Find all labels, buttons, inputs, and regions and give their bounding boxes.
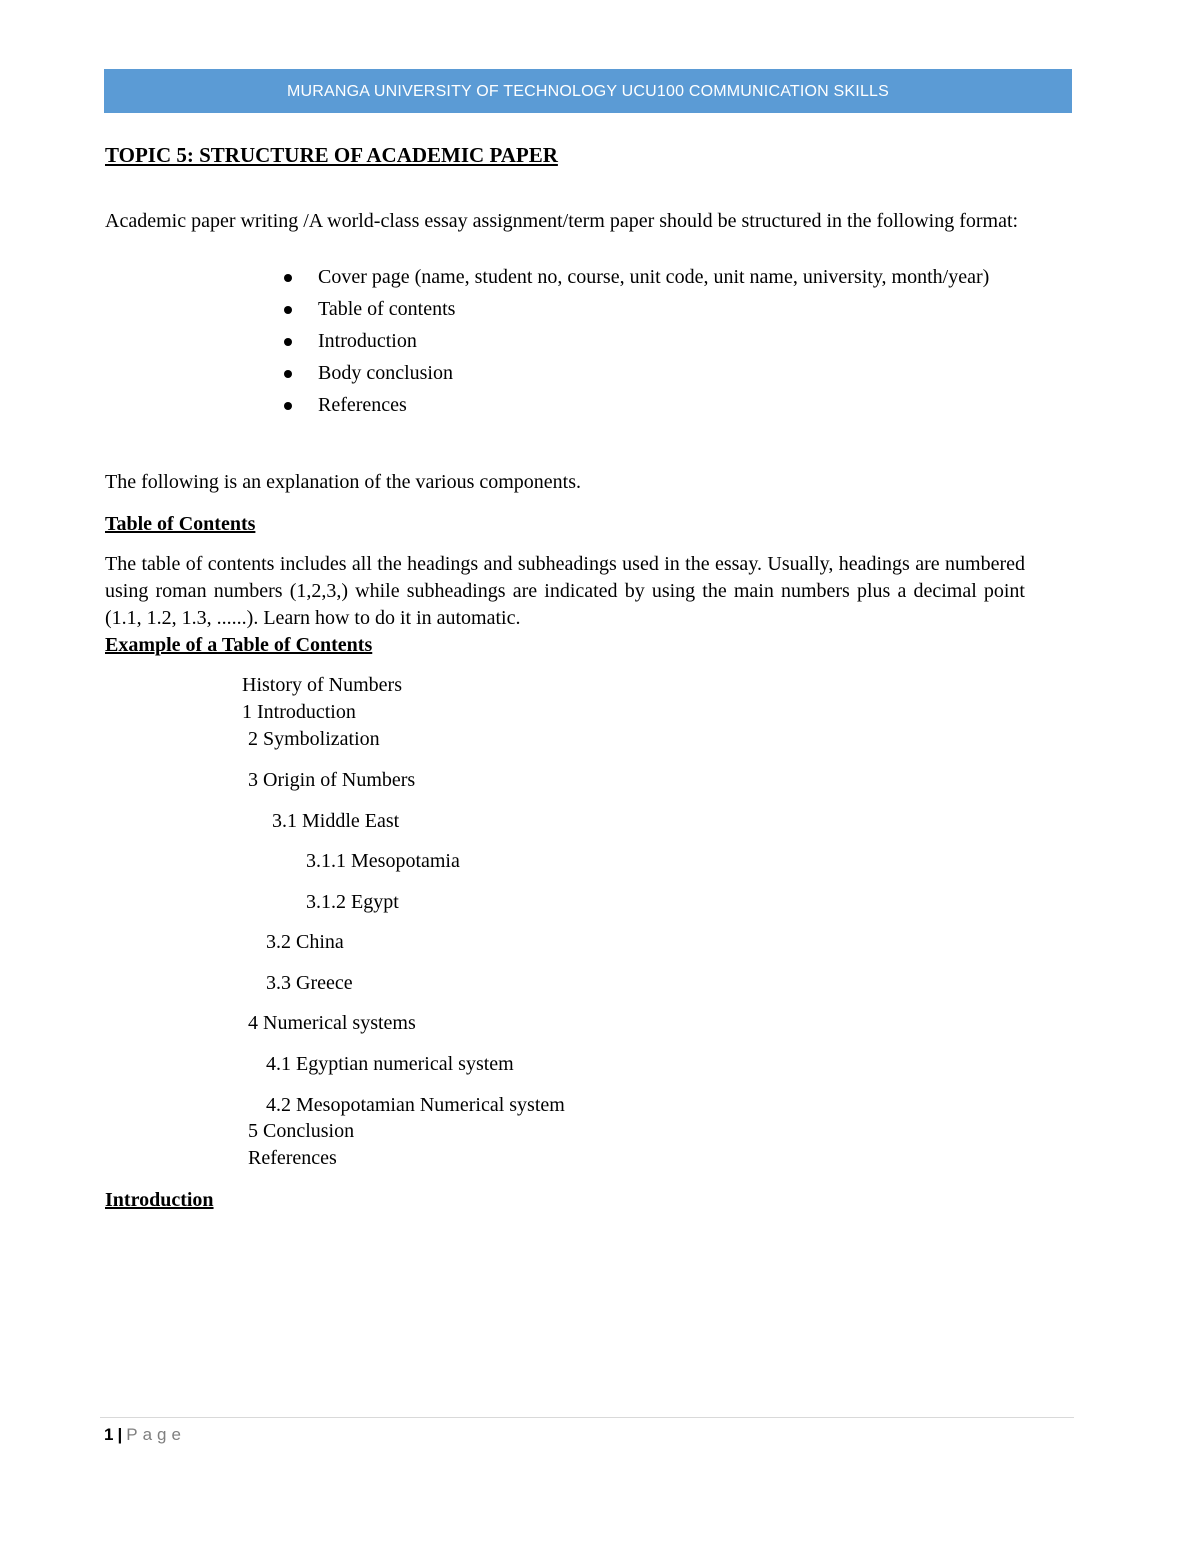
introduction-heading: Introduction bbox=[105, 1189, 214, 1211]
document-header-banner: MURANGA UNIVERSITY OF TECHNOLOGY UCU100 COMMUNICATION SKILLS bbox=[104, 69, 1072, 113]
toc-line: 3 Origin of Numbers bbox=[248, 769, 416, 791]
toc-line: 3.1 Middle East bbox=[272, 810, 400, 832]
bullet-icon bbox=[284, 402, 292, 410]
page-label: Page bbox=[126, 1425, 186, 1444]
page-title: TOPIC 5: STRUCTURE OF ACADEMIC PAPER bbox=[105, 143, 558, 167]
footer-separator: | bbox=[117, 1425, 123, 1444]
page-footer bbox=[104, 1423, 186, 1447]
bullet-icon bbox=[284, 274, 292, 282]
list-item: Body conclusion bbox=[284, 360, 1004, 387]
toc-line: 4 Numerical systems bbox=[248, 1012, 416, 1034]
structure-list bbox=[284, 264, 1004, 424]
bullet-icon bbox=[284, 370, 292, 378]
toc-line: 3.1.1 Mesopotamia bbox=[306, 850, 460, 872]
list-item: Table of contents bbox=[284, 296, 1004, 323]
explanation-paragraph: The following is an explanation of the various components. bbox=[105, 471, 582, 493]
toc-line: History of Numbers bbox=[242, 674, 402, 696]
toc-line: 1 Introduction bbox=[242, 701, 356, 723]
intro-paragraph: Academic paper writing /A world-class essay assignment/term paper should be structured in the following format: bbox=[105, 210, 1019, 232]
page-number: 1 bbox=[104, 1425, 114, 1444]
toc-line: 4.2 Mesopotamian Numerical system bbox=[266, 1094, 565, 1116]
footer-divider bbox=[100, 1417, 1074, 1418]
toc-line: References bbox=[248, 1147, 337, 1169]
toc-line: 3.2 China bbox=[266, 931, 344, 953]
list-item: Introduction bbox=[284, 328, 1004, 355]
example-heading: Example of a Table of Contents bbox=[105, 634, 373, 656]
toc-section-heading: Table of Contents bbox=[105, 513, 256, 535]
list-item: Cover page (name, student no, course, unit code, unit name, university, month/year) bbox=[284, 264, 1004, 291]
toc-line: 5 Conclusion bbox=[248, 1120, 355, 1142]
list-item: References bbox=[284, 392, 1004, 419]
toc-line: 3.3 Greece bbox=[266, 972, 353, 994]
toc-paragraph: The table of contents includes all the headings and subheadings used in the essay. Usually, headings are numbered using roman numbers (1,2,3,) while subheadings are indicated by using the main numbers plus a decimal point (1.1, 1.2, 1.3, ......). Learn how to do it in automatic. bbox=[105, 553, 1025, 629]
bullet-icon bbox=[284, 338, 292, 346]
toc-line: 4.1 Egyptian numerical system bbox=[266, 1053, 514, 1075]
toc-line: 3.1.2 Egypt bbox=[306, 891, 399, 913]
toc-line: 2 Symbolization bbox=[248, 728, 380, 750]
bullet-icon bbox=[284, 306, 292, 314]
